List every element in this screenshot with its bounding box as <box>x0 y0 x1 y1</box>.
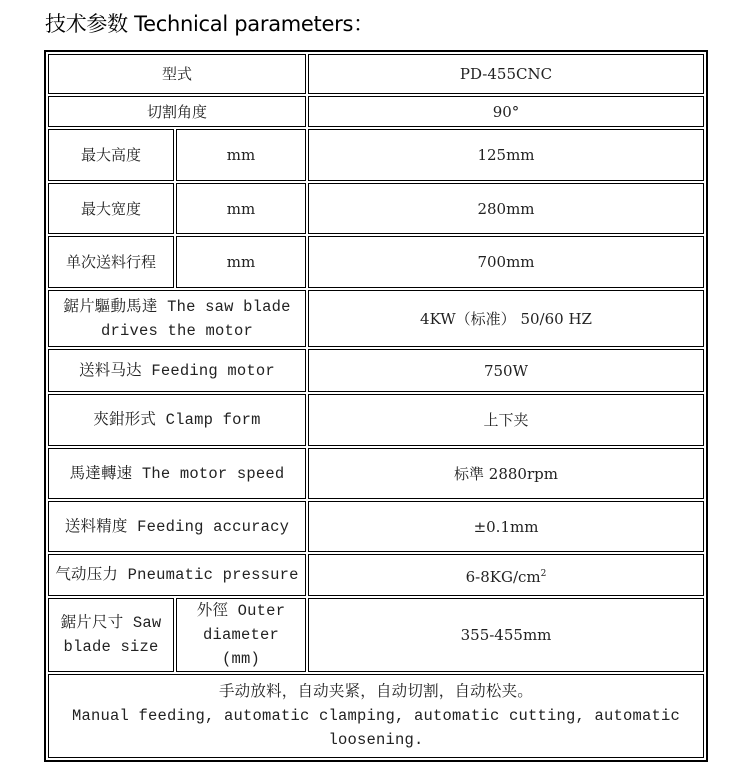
label-cell: 单次送料行程 <box>48 236 174 288</box>
table-row-accuracy <box>48 501 704 552</box>
value-cell: ±0.1mm <box>308 501 704 552</box>
value-cell: 280mm <box>308 183 704 234</box>
technical-parameters-table <box>44 50 708 762</box>
table-row-notes <box>48 674 704 758</box>
value-cell: 上下夹 <box>308 394 704 446</box>
unit-cell: mm <box>176 236 306 288</box>
label-line: drives the motor <box>100 321 254 340</box>
value-cell: 4KW（标准） 50/60 HZ <box>308 290 704 347</box>
value-cell: 标準 2880rpm <box>308 448 704 499</box>
sublabel-line: 外徑 Outer <box>196 602 286 620</box>
label-cell: 气动压力 Pneumatic pressure <box>48 554 306 596</box>
label-cell <box>48 290 306 347</box>
sublabel-line: diameter (mm) <box>202 626 279 668</box>
label-cell: 送料精度 Feeding accuracy <box>48 501 306 552</box>
table-row-angle <box>48 96 704 127</box>
unit-cell: mm <box>176 129 306 181</box>
value-cell: PD-455CNC <box>308 54 704 94</box>
value-cell: 125mm <box>308 129 704 181</box>
table-row-blade-size <box>48 598 704 672</box>
section-heading: 技术参数 Technical parameters： <box>45 12 374 36</box>
notes-line: Manual feeding, automatic clamping, automatic cutting, automatic <box>71 707 681 725</box>
notes-line: loosening. <box>328 731 424 749</box>
label-cell: 夾鉗形式 Clamp form <box>48 394 306 446</box>
table-row-feed-stroke <box>48 236 704 288</box>
table-row-speed <box>48 448 704 499</box>
table-row-max-width <box>48 183 704 234</box>
label-cell: 送料马达 Feeding motor <box>48 349 306 392</box>
label-line: 鋸片驅動馬達 The saw blade <box>63 297 291 316</box>
label-cell: 最大高度 <box>48 129 174 181</box>
value-cell: 700mm <box>308 236 704 288</box>
notes-cell <box>48 674 704 758</box>
label-line: 鋸片尺寸 Saw <box>60 614 162 632</box>
table-row-saw-motor <box>48 290 704 347</box>
label-cell: 馬達轉速 The motor speed <box>48 448 306 499</box>
table-row-pressure <box>48 554 704 596</box>
value-text: 6-8KG/cm <box>465 567 541 586</box>
table-row-clamp <box>48 394 704 446</box>
superscript: 2 <box>540 568 547 579</box>
label-cell <box>48 598 174 672</box>
value-cell: 750W <box>308 349 704 392</box>
value-cell: 90° <box>308 96 704 127</box>
label-cell: 切割角度 <box>48 96 306 127</box>
sublabel-cell <box>176 598 306 672</box>
table-row-model <box>48 54 704 94</box>
value-cell: 355-455mm <box>308 598 704 672</box>
notes-line: 手动放料，自动夹紧，自动切割，自动松夹。 <box>218 683 533 701</box>
value-cell <box>308 554 704 596</box>
table-row-feed-motor <box>48 349 704 392</box>
label-line: blade size <box>63 638 159 656</box>
label-cell: 最大宽度 <box>48 183 174 234</box>
table-row-max-height <box>48 129 704 181</box>
label-cell: 型式 <box>48 54 306 94</box>
unit-cell: mm <box>176 183 306 234</box>
